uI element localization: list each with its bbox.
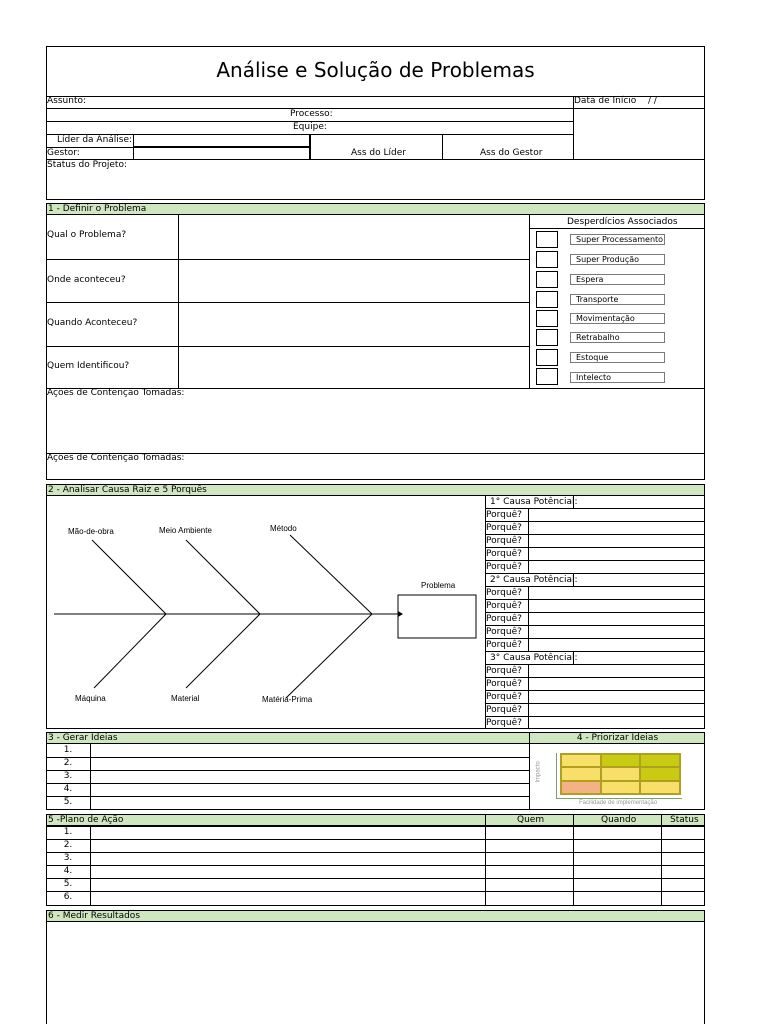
waste-label: Retrabalho: [570, 332, 665, 343]
matrix-cell: [601, 781, 641, 794]
porque-label: Porquê?: [486, 601, 522, 611]
idea-row-number: 4.: [63, 784, 73, 794]
waste-label: Super Processamento: [570, 234, 665, 245]
idea-row-number: 1.: [63, 745, 73, 755]
cause-2-label: 2° Causa Potêncial:: [490, 575, 578, 585]
fishbone-label-bottom: Matéria-Prima: [262, 695, 313, 704]
porque-label: Porquê?: [486, 627, 522, 637]
waste-checkbox[interactable]: [536, 349, 558, 366]
waste-label: Transporte: [570, 294, 665, 305]
col-quem: Quem: [517, 815, 545, 825]
question-quem: Quem Identificou?: [47, 361, 130, 371]
porque-label: Porquê?: [486, 523, 522, 533]
matrix-cell: [561, 781, 601, 794]
equipe-label: Equipe:: [293, 122, 327, 132]
porque-label: Porquê?: [486, 692, 522, 702]
action-row-number: 6.: [63, 892, 73, 902]
question-onde: Onde aconteceu?: [47, 275, 126, 285]
action-row-number: 4.: [63, 866, 73, 876]
fishbone-arrow: [398, 611, 403, 617]
fishbone-label-top: Meio Ambiente: [159, 526, 212, 535]
action-row-number: 1.: [63, 827, 73, 837]
porque-label: Porquê?: [486, 705, 522, 715]
section-6-header: 6 - Medir Resultados: [46, 910, 705, 922]
waste-label: Movimentação: [570, 313, 665, 324]
matrix-x-axis: [556, 798, 682, 799]
data-inicio-slashes: / /: [648, 96, 657, 106]
matrix-xlabel: Facilidade de implementação: [579, 800, 658, 806]
waste-title: Desperdícios Associados: [567, 217, 678, 227]
fishbone-label-bottom: Material: [171, 694, 200, 703]
waste-label: Intelecto: [570, 372, 665, 383]
bone-meio-ambiente: [186, 540, 260, 614]
waste-label: Super Produção: [570, 254, 665, 265]
action-row-number: 2.: [63, 840, 73, 850]
matrix-ylabel: Impacto: [535, 761, 542, 783]
action-row-number: 5.: [63, 879, 73, 889]
porque-label: Porquê?: [486, 679, 522, 689]
page-title: Análise e Solução de Problemas: [216, 58, 535, 82]
section-5-title: 5 -Plano de Ação: [48, 815, 124, 825]
section-3-header: 3 - Gerar Ideias: [46, 732, 530, 744]
section-2-header: 2 - Analisar Causa Raiz e 5 Porquês: [46, 484, 705, 496]
porque-label: Porquê?: [486, 510, 522, 520]
bone-materia-prima: [286, 614, 372, 698]
waste-checkbox[interactable]: [536, 231, 558, 248]
lider-field[interactable]: [133, 134, 310, 147]
status-projeto-label: Status do Projeto:: [47, 160, 128, 170]
waste-checkbox[interactable]: [536, 368, 558, 385]
porque-label: Porquê?: [486, 536, 522, 546]
porque-label: Porquê?: [486, 588, 522, 598]
bone-maquina: [94, 614, 166, 688]
idea-row-number: 5.: [63, 797, 73, 807]
porque-label: Porquê?: [486, 562, 522, 572]
matrix-y-axis: [556, 753, 557, 799]
porque-label: Porquê?: [486, 666, 522, 676]
porque-label: Porquê?: [486, 640, 522, 650]
lider-label: Líder da Análise:: [57, 135, 133, 145]
fishbone-label-top: Método: [270, 524, 297, 533]
data-inicio-label: Data de Início: [574, 96, 637, 106]
processo-label: Processo:: [290, 109, 333, 119]
bone-metodo: [290, 535, 372, 614]
matrix-cell: [640, 754, 680, 767]
matrix-cell: [640, 781, 680, 794]
waste-checkbox[interactable]: [536, 291, 558, 308]
ass-gestor-label: Ass do Gestor: [480, 148, 543, 158]
waste-label: Estoque: [570, 352, 665, 363]
porque-label: Porquê?: [486, 549, 522, 559]
ass-lider-label: Ass do Líder: [351, 148, 406, 158]
fishbone-label-bottom: Máquina: [75, 694, 106, 703]
bone-material: [186, 614, 260, 688]
action-row-number: 3.: [63, 853, 73, 863]
porque-label: Porquê?: [486, 718, 522, 728]
fishbone-head-label: Problema: [421, 581, 456, 590]
waste-checkbox[interactable]: [536, 271, 558, 288]
waste-checkbox[interactable]: [536, 329, 558, 346]
question-qual: Qual o Problema?: [47, 230, 127, 240]
acoes-contencao-2: Ações de Contenção Tomadas:: [47, 453, 185, 463]
matrix-cell: [561, 754, 601, 767]
waste-checkbox[interactable]: [536, 251, 558, 268]
section-1-header: 1 - Definir o Problema: [46, 203, 705, 215]
matrix-cell: [640, 767, 680, 780]
cause-1-label: 1° Causa Potêncial:: [490, 497, 578, 507]
problem-box: [398, 595, 476, 638]
section-5-body: [46, 826, 705, 906]
gestor-label: Gestor:: [47, 148, 80, 158]
fishbone-label-top: Mão-de-obra: [68, 527, 114, 536]
idea-row-number: 2.: [63, 758, 73, 768]
question-quando: Quando Aconteceu?: [47, 318, 138, 328]
section-4-header: 4 - Priorizar Ideias: [529, 732, 705, 744]
waste-checkbox[interactable]: [536, 310, 558, 327]
matrix-cell: [601, 767, 641, 780]
cause-3-label: 3° Causa Potêncial:: [490, 653, 578, 663]
priority-matrix: [560, 753, 681, 795]
col-quando: Quando: [601, 815, 637, 825]
assunto-label: Assunto:: [47, 96, 87, 106]
porque-label: Porquê?: [486, 614, 522, 624]
matrix-cell: [601, 754, 641, 767]
acoes-contencao-1: Ações de Contenção Tomadas:: [47, 388, 185, 398]
idea-row-number: 3.: [63, 771, 73, 781]
col-status: Status: [670, 815, 699, 825]
waste-label: Espera: [570, 274, 665, 285]
matrix-cell: [561, 767, 601, 780]
bone-mao-de-obra: [92, 540, 166, 614]
